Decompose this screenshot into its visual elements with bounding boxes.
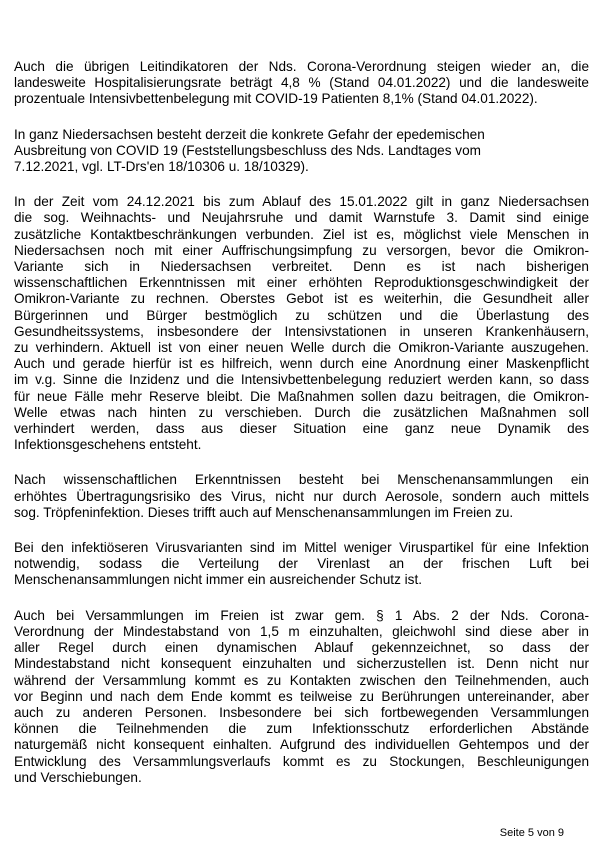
text-line: Verordnung der Mindestabstand von 1,5 m einzuhalten, gleichwohl sind diese aber in: [14, 623, 589, 639]
text-line: Menschenansammlungen nicht immer ein ausreichender Schutz ist.: [14, 572, 423, 588]
paragraph-1: [14, 59, 589, 108]
text-line: erhöhtes Übertragungsrisiko des Virus, nicht nur durch Aerosole, sondern auch mittels: [14, 488, 589, 504]
text-line: wissenschaftlichen Erkenntnissen mit einer erhöhten Reproduktionsgeschwindigkeit der: [14, 275, 589, 291]
text-line: vor Beginn und nach dem Ende kommt es teilweise zu Berührungen untereinander, aber: [14, 688, 589, 704]
text-line: Auch die übrigen Leitindikatoren der Nds. Corona-Verordnung steigen wieder an, die: [14, 59, 589, 74]
text-line: prozentuale Intensivbettenbelegung mit COVID-19 Patienten 8,1% (Stand 04.01.2022).: [14, 91, 538, 107]
text-line: zusätzliche Kontaktbeschränkungen verbunden. Ziel ist es, möglichst viele Menschen in: [14, 226, 589, 242]
text-line: Gesundheitssystems, insbesondere der Intensivstationen in unseren Krankenhäusern,: [14, 323, 589, 339]
text-line: Entwicklung des Versammlungsverlaufs kommt es zu Stockungen, Beschleunigungen: [14, 753, 589, 769]
text-line: Bei den infektiöseren Virusvarianten sind im Mittel weniger Viruspartikel für eine Infektion: [14, 540, 589, 556]
text-line: können die Teilnehmenden die zum Infektionsschutz erforderlichen Abstände: [14, 721, 589, 737]
text-line: Auch und gerade hierfür ist es hilfreich, wenn durch eine Anordnung einer Maskenpflicht: [14, 356, 589, 372]
text-line: Omikron-Variante zu rechnen. Oberstes Gebot ist es weiterhin, die Gesundheit aller: [14, 291, 589, 307]
text-line: Variante sich in Niedersachsen verbreitet. Denn es ist nach bisherigen: [14, 259, 589, 275]
text-line: Auch bei Versammlungen im Freien ist zwar gem. § 1 Abs. 2 der Nds. Corona-: [14, 607, 589, 623]
text-line: im v.g. Sinne die Inzidenz und die Intensivbettenbelegung reduziert werden kann, so dass: [14, 372, 589, 388]
text-line: während der Versammlung kommt es zu Kontakten zwischen den Teilnehmenden, auch: [14, 672, 589, 688]
text-line: verhindert werden, dass aus dieser Situation eine ganz neue Dynamik des: [14, 421, 589, 437]
page-footer: [500, 827, 564, 840]
text-line: In der Zeit vom 24.12.2021 bis zum Ablauf des 15.01.2022 gilt in ganz Niedersachsen: [14, 194, 589, 210]
text-line: sog. Tröpfeninfektion. Dieses trifft auch auf Menschenansammlungen im Freien zu.: [14, 504, 514, 520]
paragraph-6: [14, 608, 589, 786]
text-line: Bürgerinnen und Bürger bestmöglich zu schützen und die Überlastung des: [14, 307, 589, 323]
text-line: Ausbreitung von COVID 19 (Feststellungsbeschluss des Nds. Landtages vom: [14, 142, 481, 158]
text-line: und Verschiebungen.: [14, 769, 142, 785]
paragraph-3: [14, 194, 589, 453]
paragraph-5: [14, 540, 589, 589]
text-line: Niedersachsen noch mit einer Auffrischungsimpfung zu versorgen, bevor die Omikron-: [14, 242, 589, 258]
text-line: In ganz Niedersachsen besteht derzeit die konkrete Gefahr der epedemischen: [14, 126, 485, 142]
text-line: die sog. Weihnachts- und Neujahrsruhe und damit Warnstufe 3. Damit sind einige: [14, 210, 589, 226]
text-line: Infektionsgeschehens entsteht.: [14, 437, 202, 453]
text-line: landesweite Hospitalisierungsrate beträgt 4,8 % (Stand 04.01.2022) und die landesweite: [14, 75, 589, 91]
text-line: 7.12.2021, vgl. LT-Drs'en 18/10306 u. 18/10329).: [14, 159, 309, 175]
paragraph-2: [14, 127, 589, 176]
text-line: naturgemäß nicht konsequent einhalten. Aufgrund des individuellen Gehtempos und der: [14, 737, 589, 753]
page-number-label: Seite 5 von 9: [499, 827, 564, 839]
text-line: notwendig, sodass die Verteilung der Virenlast an der frischen Luft bei: [14, 556, 589, 572]
document-body: [14, 59, 589, 805]
text-line: Nach wissenschaftlichen Erkenntnissen besteht bei Menschenansammlungen ein: [14, 472, 589, 488]
text-line: auch zu anderen Personen. Insbesondere bei sich fortbewegenden Versammlungen: [14, 704, 589, 720]
paragraph-4: [14, 472, 589, 521]
text-line: Mindestabstand nicht konsequent einzuhalten und sicherzustellen ist. Denn nicht nur: [14, 656, 589, 672]
text-line: für neue Fälle mehr Reserve bleibt. Die Maßnahmen sollen dazu beitragen, die Omikron-: [14, 388, 589, 404]
text-line: zu verhindern. Aktuell ist von einer neuen Welle durch die Omikron-Variante auszugehen.: [14, 340, 589, 356]
text-line: Welle etwas nach hinten zu verschieben. Durch die zusätzlichen Maßnahmen soll: [14, 404, 589, 420]
text-line: aller Regel durch einen dynamischen Ablauf gekennzeichnet, so dass der: [14, 640, 589, 656]
